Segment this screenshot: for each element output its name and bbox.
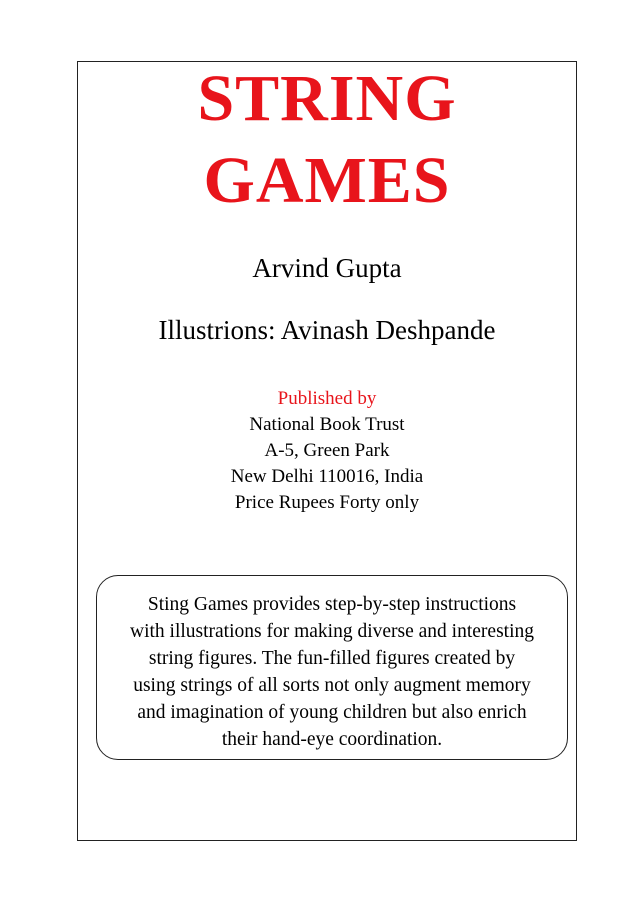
title-line-2: GAMES: [203, 144, 451, 217]
price-line: Price Rupees Forty only: [234, 492, 420, 513]
illustrator-credit: Illustrions: Avinash Deshpande: [158, 315, 496, 345]
blurb-line: using strings of all sorts not only augment memory: [133, 675, 531, 696]
publisher-name: National Book Trust: [249, 414, 405, 435]
publisher-block: [77, 386, 577, 516]
blurb-line: Sting Games provides step-by-step instructions: [147, 594, 517, 615]
published-by-label: Published by: [277, 388, 377, 409]
blurb-line: string figures. The fun-filled figures created by: [148, 648, 516, 669]
publisher-address-line-1: A-5, Green Park: [264, 440, 390, 461]
author-name: Arvind Gupta: [252, 253, 402, 283]
publisher-address-line-2: New Delhi 110016, India: [230, 466, 424, 487]
blurb-line: and imagination of young children but also enrich: [137, 702, 527, 723]
blurb-line: with illustrations for making diverse and interesting: [129, 621, 534, 642]
blurb-line: their hand-eye coordination.: [221, 729, 443, 750]
blurb-box: [96, 575, 568, 760]
title-line-1: STRING: [197, 62, 457, 135]
